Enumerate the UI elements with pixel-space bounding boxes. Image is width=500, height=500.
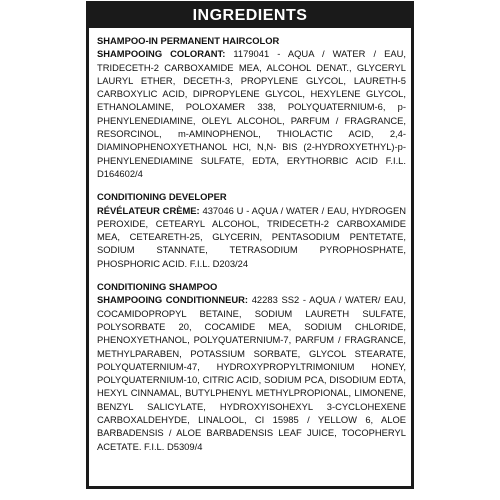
section-label: SHAMPOOING CONDITIONNEUR: (97, 294, 249, 306)
header-title: INGREDIENTS (192, 7, 308, 24)
section-shampoo (97, 280, 406, 453)
section-developer (97, 190, 406, 270)
section-title: SHAMPOO-IN PERMANENT HAIRCOLOR (97, 35, 280, 46)
ingredient-list: 1179041 - AQUA / WATER / EAU, TRIDECETH-2 CARBOXAMIDE MEA, ALCOHOL DENAT., GLYCERYL LAURYL ETHER, DECETH-3, PROPYLENE GLYCOL, LAURETH-5 CARBOXYLIC ACID, DIPROPYLENE GLYCOL, HEXYLENE GLYCOL, ETHANOLAMINE, POLOXAMER 338, POLYQUATERNIUM-6, p-PHENYLENEDIAMINE, OLEYL ALCOHOL, PARFUM / FRAGRANCE, RESORCINOL, m-AMINOPHENOL, THIOLACTIC ACID, 2,4-DIAMINOPHENOXYETHANOL HCl, N,N- BIS (2-HYDROXYETHYL)-p-PHENYLENEDIAMINE SULFATE, EDTA, ERYTHORBIC ACID F.I.L. D164602/4 (97, 48, 406, 179)
ingredients-panel (86, 1, 414, 489)
ingredient-list: 42283 SS2 - AQUA / WATER/ EAU, COCAMIDOPROPYL BETAINE, SODIUM LAURETH SULFATE, POLYSORBATE 20, COCAMIDE MEA, SODIUM CHLORIDE, PHENOXYETHANOL, POLYQUATERNIUM-7, PARFUM / FRAGRANCE, METHYLPARABEN, POTASSIUM SORBATE, GLYCOL STEARATE, POLYQUATERNIUM-47, HYDROXYPROPYLTRIMONIUM HONEY, POLYQUATERNIUM-10, CITRIC ACID, SODIUM PCA, DISODIUM EDTA, HEXYL CINNAMAL, BUTYLPHENYL METHYLPROPIONAL, LIMONENE, BENZYL SALICYLATE, HYDROXYISOHEXYL 3-CYCLOHEXENE CARBOXALDEHYDE, LINALOOL, CI 15985 / YELLOW 6, ALOE BARBADENSIS / ALOE BARBADENSIS LEAF JUICE, TOCOPHERYL ACETATE. F.I.L. D5309/4 (97, 294, 407, 452)
ingredients-body (89, 28, 411, 453)
section-label: SHAMPOOING COLORANT: (97, 48, 226, 60)
section-text (97, 293, 406, 453)
section-text (97, 204, 406, 270)
section-label: RÉVÉLATEUR CRÈME: (97, 204, 200, 216)
section-text (97, 47, 406, 180)
section-title: CONDITIONING SHAMPOO (97, 281, 218, 293)
section-haircolor (97, 34, 406, 180)
ingredient-list: 437046 U - AQUA / WATER / EAU, HYDROGEN PEROXIDE, CETEARYL ALCOHOL, TRIDECETH-2 CARBOXAMIDE MEA, CETEARETH-25, GLYCERIN, PENTASODIUM PENTETATE, SODIUM STANNATE, TETRASODIUM PYROPHOSPHATE, PHOSPHORIC ACID. F.I.L. D203/24 (97, 204, 406, 269)
ingredients-header (89, 4, 411, 28)
section-title: CONDITIONING DEVELOPER (97, 191, 227, 203)
